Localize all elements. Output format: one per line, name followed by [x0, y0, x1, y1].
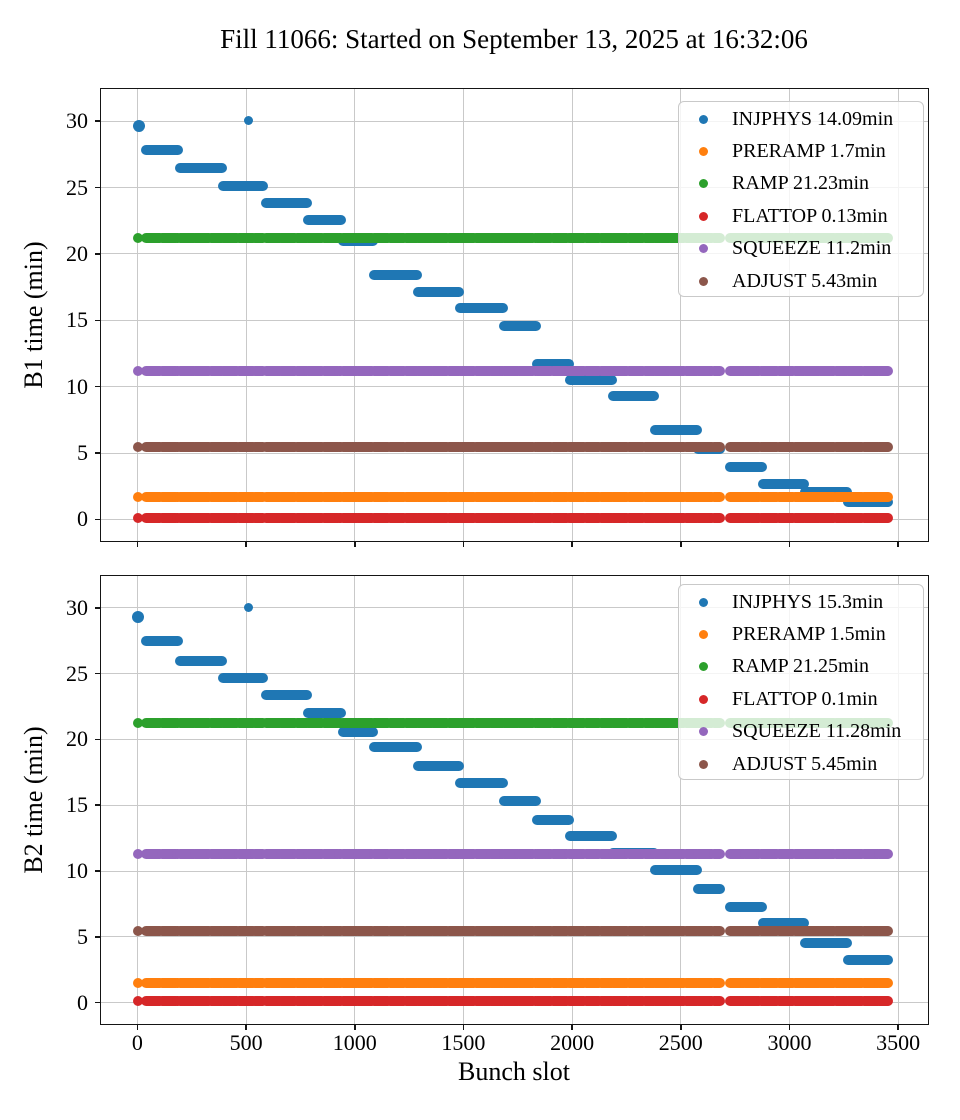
preramp-line-segment	[874, 978, 893, 988]
y-tick-mark	[95, 386, 100, 388]
adjust-line-segment	[709, 442, 725, 452]
legend-label: INJPHYS 15.3min	[732, 590, 884, 613]
injphys-step	[218, 673, 268, 683]
x-tick-label: 0	[131, 1030, 143, 1055]
legend	[678, 584, 924, 780]
legend-entry	[679, 621, 923, 647]
injphys-step	[725, 902, 768, 912]
y-tick-mark	[95, 673, 100, 675]
gridline-vertical	[463, 575, 464, 1025]
x-tick-label: 2000	[550, 1030, 595, 1055]
figure-title: Fill 11066: Started on September 13, 2025 at 16:32:06	[220, 24, 808, 54]
legend-entry	[679, 138, 923, 164]
gridline-vertical	[246, 88, 247, 542]
injphys-step	[650, 865, 702, 875]
gridline-vertical	[246, 575, 247, 1025]
preramp-legend-marker	[699, 630, 708, 639]
injphys-step	[693, 884, 725, 894]
legend-label: PRERAMP 1.5min	[732, 622, 886, 645]
y-tick-label: 20	[66, 240, 88, 266]
gridline-vertical	[572, 88, 573, 542]
gridline-vertical	[137, 88, 138, 542]
y-tick-mark	[95, 320, 100, 322]
injphys-step	[455, 303, 507, 313]
y-tick-mark	[95, 739, 100, 741]
preramp-line-segment	[709, 492, 725, 502]
injphys-step	[141, 145, 183, 155]
flattop-line-segment	[874, 996, 893, 1006]
gridline-vertical	[572, 575, 573, 1025]
injphys-step	[413, 761, 464, 771]
gridline-vertical	[463, 88, 464, 542]
x-tick-label: 500	[229, 1030, 263, 1055]
squeeze-line-segment	[709, 849, 725, 859]
x-tick-mark	[571, 542, 573, 547]
legend-entry	[679, 654, 923, 680]
injphys-step	[175, 163, 227, 173]
injphys-step	[650, 425, 702, 435]
preramp-line-segment	[709, 978, 725, 988]
x-tick-mark	[137, 542, 139, 547]
adjust-legend-marker	[699, 760, 708, 769]
legend-label: ADJUST 5.43min	[732, 269, 878, 292]
y-tick-mark	[95, 519, 100, 521]
legend-label: RAMP 21.23min	[732, 172, 870, 195]
y-tick-label: 10	[66, 858, 88, 884]
adjust-line-segment	[874, 442, 893, 452]
injphys-step	[499, 796, 542, 806]
y-tick-mark	[95, 936, 100, 938]
squeeze-line-segment	[709, 366, 725, 376]
legend-entry	[679, 589, 923, 615]
legend-entry	[679, 203, 923, 229]
legend	[678, 101, 924, 297]
x-axis-label: Bunch slot	[458, 1057, 570, 1086]
legend-entry	[679, 106, 923, 132]
injphys-legend-marker	[699, 598, 708, 607]
y-tick-label: 30	[66, 594, 88, 620]
adjust-legend-marker	[699, 277, 708, 286]
y-tick-label: 0	[77, 506, 88, 532]
x-tick-label: 3500	[876, 1030, 921, 1055]
gridline-horizontal	[100, 453, 929, 454]
x-tick-mark	[354, 542, 356, 547]
legend-label: PRERAMP 1.7min	[732, 139, 886, 162]
x-tick-mark	[463, 542, 465, 547]
adjust-line-segment	[874, 926, 893, 936]
flattop-line-segment	[874, 513, 893, 523]
x-tick-mark	[897, 542, 899, 547]
injphys-step	[338, 727, 378, 737]
adjust-line-segment	[709, 926, 725, 936]
ramp-legend-marker	[699, 662, 708, 671]
x-tick-mark	[680, 542, 682, 547]
injphys-step	[218, 181, 268, 191]
legend-entry	[679, 719, 923, 745]
injphys-outlier-dot	[244, 116, 253, 125]
legend-label: FLATTOP 0.1min	[732, 687, 878, 710]
y-axis-label-b1: B1 time (min)	[19, 241, 48, 389]
injphys-step	[499, 321, 542, 331]
legend-entry	[679, 268, 923, 294]
squeeze-legend-marker	[699, 244, 708, 253]
injphys-step	[303, 215, 346, 225]
x-tick-label: 1500	[441, 1030, 486, 1055]
injphys-legend-marker	[699, 115, 708, 124]
injphys-step	[843, 955, 893, 965]
y-tick-mark	[95, 187, 100, 189]
legend-entry	[679, 236, 923, 262]
squeeze-line-segment	[874, 366, 893, 376]
x-tick-mark	[789, 542, 791, 547]
injphys-step	[369, 742, 421, 752]
flattop-legend-marker	[699, 212, 708, 221]
y-tick-label: 25	[66, 174, 88, 200]
legend-label: RAMP 21.25min	[732, 655, 870, 678]
y-axis-label-b2: B2 time (min)	[19, 726, 48, 874]
injphys-outlier-dot	[244, 603, 253, 612]
flattop-line-segment	[709, 513, 725, 523]
y-tick-mark	[95, 804, 100, 806]
legend-label: INJPHYS 14.09min	[732, 107, 894, 130]
y-tick-mark	[95, 253, 100, 255]
y-tick-label: 0	[77, 989, 88, 1015]
squeeze-legend-marker	[699, 727, 708, 736]
preramp-legend-marker	[699, 147, 708, 156]
y-tick-label: 15	[66, 792, 88, 818]
preramp-line-segment	[874, 492, 893, 502]
y-tick-label: 25	[66, 660, 88, 686]
x-tick-label: 3000	[767, 1030, 812, 1055]
y-tick-mark	[95, 120, 100, 122]
squeeze-line-segment	[874, 849, 893, 859]
gridline-vertical	[354, 88, 355, 542]
injphys-step	[608, 391, 658, 401]
y-tick-label: 5	[77, 923, 88, 949]
legend-entry	[679, 751, 923, 777]
flattop-line-segment	[709, 996, 725, 1006]
legend-label: SQUEEZE 11.2min	[732, 237, 892, 260]
injphys-step	[532, 815, 574, 825]
injphys-first-bunch-dot	[133, 120, 145, 132]
flattop-legend-marker	[699, 695, 708, 704]
injphys-step	[369, 270, 421, 280]
y-tick-mark	[95, 452, 100, 454]
injphys-step	[800, 938, 852, 948]
y-tick-label: 15	[66, 307, 88, 333]
gridline-vertical	[354, 575, 355, 1025]
x-tick-label: 2500	[658, 1030, 703, 1055]
ramp-legend-marker	[699, 179, 708, 188]
legend-label: FLATTOP 0.13min	[732, 204, 888, 227]
injphys-step	[413, 287, 464, 297]
legend-entry	[679, 686, 923, 712]
legend-label: ADJUST 5.45min	[732, 752, 878, 775]
gridline-horizontal	[100, 386, 929, 387]
y-tick-label: 10	[66, 373, 88, 399]
y-tick-mark	[95, 1002, 100, 1004]
y-tick-label: 5	[77, 440, 88, 466]
injphys-step	[141, 636, 183, 646]
y-tick-mark	[95, 870, 100, 872]
injphys-step	[725, 462, 768, 472]
gridline-vertical	[137, 575, 138, 1025]
injphys-step	[565, 375, 617, 385]
x-tick-mark	[245, 542, 247, 547]
y-tick-mark	[95, 607, 100, 609]
injphys-step	[303, 708, 346, 718]
y-tick-label: 20	[66, 726, 88, 752]
injphys-step	[261, 690, 312, 700]
y-tick-label: 30	[66, 108, 88, 134]
injphys-step	[261, 198, 312, 208]
injphys-step	[175, 656, 227, 666]
injphys-first-bunch-dot	[132, 611, 144, 623]
x-tick-label: 1000	[332, 1030, 377, 1055]
gridline-horizontal	[100, 871, 929, 872]
legend-entry	[679, 171, 923, 197]
injphys-step	[565, 831, 617, 841]
injphys-step	[455, 778, 507, 788]
legend-label: SQUEEZE 11.28min	[732, 720, 902, 743]
